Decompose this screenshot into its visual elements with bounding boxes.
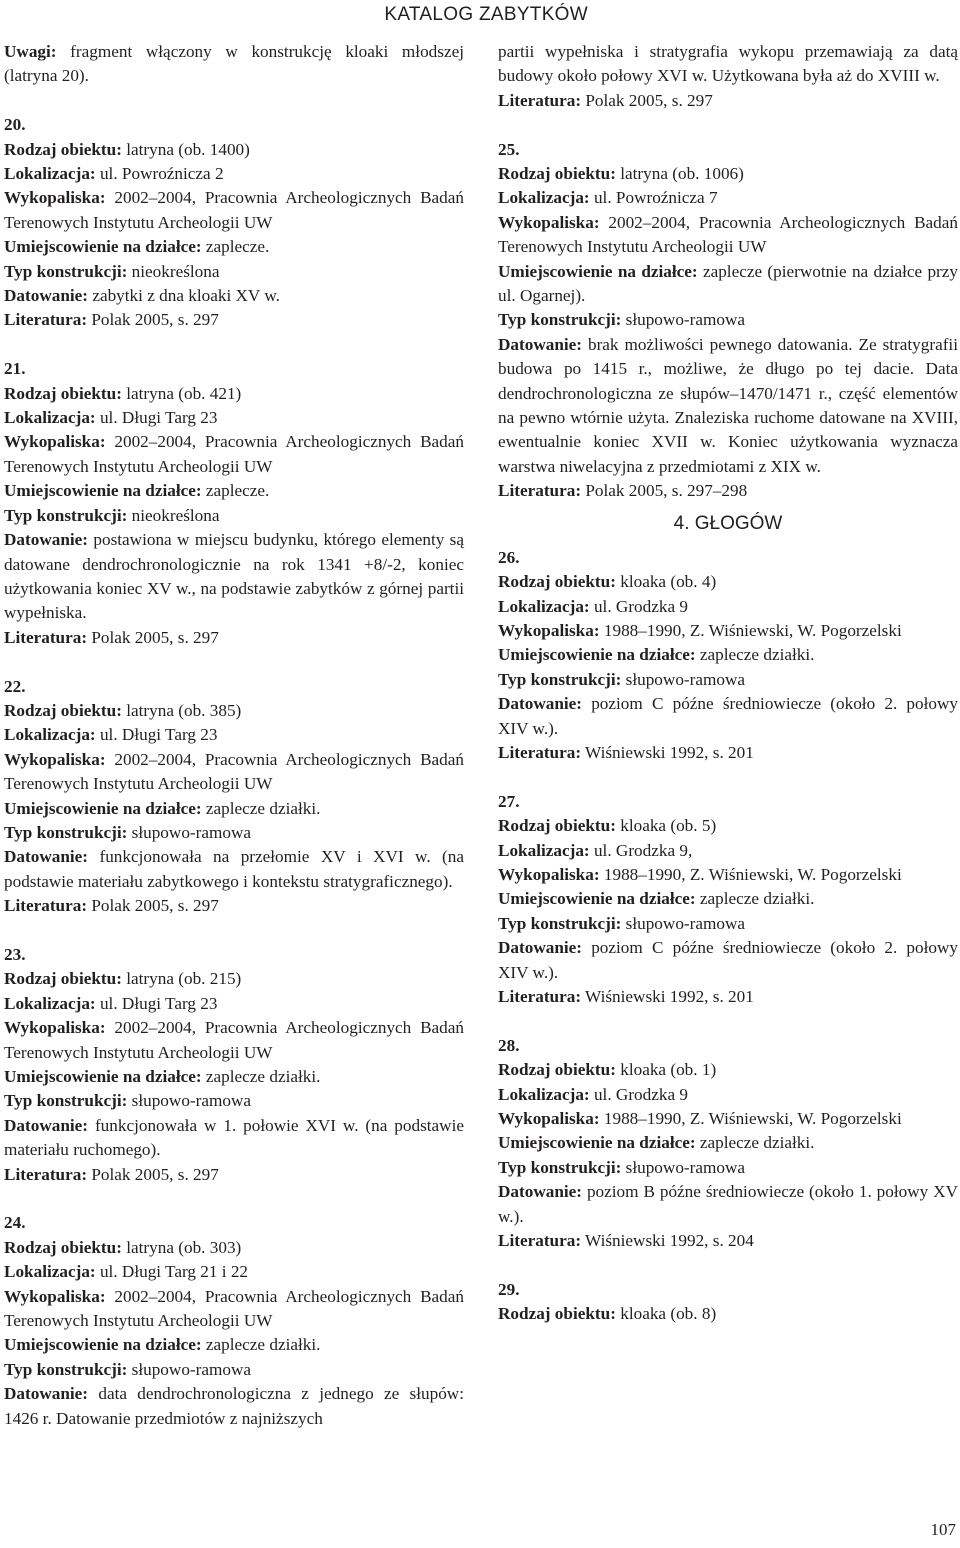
field-label: Rodzaj obiektu: bbox=[4, 1237, 122, 1257]
catalog-line bbox=[4, 1382, 464, 1431]
catalog-line bbox=[498, 479, 958, 503]
catalog-line bbox=[498, 333, 958, 479]
catalog-line bbox=[498, 1278, 958, 1302]
catalog-line bbox=[498, 790, 958, 814]
field-value: Polak 2005, s. 297–298 bbox=[581, 481, 748, 501]
field-label: Umiejscowienie na działce: bbox=[4, 1335, 202, 1355]
field-value: ul. Grodzka 9 bbox=[589, 596, 688, 616]
field-label: Umiejscowienie na działce: bbox=[4, 481, 202, 501]
entry-spacer bbox=[4, 650, 464, 674]
entry-spacer bbox=[498, 113, 958, 137]
catalog-line bbox=[4, 406, 464, 430]
field-label: Umiejscowienie na działce: bbox=[4, 1067, 202, 1086]
entry-spacer bbox=[4, 1187, 464, 1211]
field-value: poziom C późne średniowiecze (około 2. połowy XIV w.). bbox=[498, 938, 958, 982]
field-label: Lokalizacja: bbox=[498, 596, 590, 616]
field-value: 2002–2004, Pracownia Archeologicznych Badań Terenowych Instytutu Archeologii UW bbox=[4, 1018, 464, 1062]
catalog-line bbox=[498, 814, 958, 838]
catalog-line bbox=[498, 595, 958, 619]
field-label: Lokalizacja: bbox=[498, 840, 590, 860]
field-value: 2002–2004, Pracownia Archeologicznych Badań Terenowych Instytutu Archeologii UW bbox=[498, 212, 958, 257]
catalog-line bbox=[498, 936, 958, 985]
catalog-line bbox=[4, 479, 464, 503]
field-value: zabytki z dna kloaki XV w. bbox=[88, 286, 280, 306]
catalog-line bbox=[498, 162, 958, 186]
catalog-line bbox=[4, 675, 464, 699]
field-label: Literatura: bbox=[4, 627, 88, 647]
field-label: Datowanie: bbox=[498, 334, 583, 354]
catalog-line bbox=[4, 797, 464, 821]
field-value: Wiśniewski 1992, s. 204 bbox=[581, 1231, 754, 1251]
field-label: Literatura: bbox=[498, 90, 582, 110]
field-label: Typ konstrukcji: bbox=[4, 1091, 128, 1111]
field-label: Typ konstrukcji: bbox=[498, 310, 622, 330]
field-label: 24. bbox=[4, 1213, 26, 1233]
field-value: latryna (ob. 1006) bbox=[615, 164, 744, 184]
field-label: 22. bbox=[4, 676, 26, 696]
catalog-line bbox=[498, 1083, 958, 1107]
field-label: Rodzaj obiektu: bbox=[4, 383, 122, 403]
field-value: 2002–2004, Pracownia Archeologicznych Badań Terenowych Instytutu Archeologii UW bbox=[4, 1286, 464, 1331]
catalog-line bbox=[4, 1260, 464, 1284]
catalog-line bbox=[4, 1333, 464, 1357]
catalog-line bbox=[498, 211, 958, 260]
field-value: brak możliwości pewnego datowania. Ze stratygrafii budowa po 1415 r., możliwe, że długo po tej dacie. Data dendrochronologiczna ze słupów–1470/1471 r., część elementów na pewno wtórnie użyta. Znaleziska ruchome datowane na XVIII, ewentualnie koniec XVII w. Koniec użytkowania wyznacza warstwa niwelacyjna z przedmiotami z XIX w. bbox=[498, 334, 958, 476]
field-value: słupowo-ramowa bbox=[621, 1157, 745, 1177]
field-value: 1988–1990, Z. Wiśniewski, W. Pogorzelski bbox=[599, 864, 902, 884]
catalog-line bbox=[498, 1058, 958, 1082]
catalog-line bbox=[498, 546, 958, 570]
field-label: Wykopaliska: bbox=[498, 864, 600, 884]
field-value: latryna (ob. 385) bbox=[121, 700, 242, 720]
field-value: Wiśniewski 1992, s. 201 bbox=[581, 987, 754, 1006]
catalog-line bbox=[498, 985, 958, 1009]
field-label: Typ konstrukcji: bbox=[4, 261, 128, 281]
field-value: postawiona w miejscu budynku, którego elementy są datowane dendrochronologicznie na rok 1341 +8/-2, koniec użytkowania koniec XV w., na podstawie zabytków z górnej partii wypełniska. bbox=[4, 530, 464, 623]
field-value: nieokreślona bbox=[127, 261, 220, 281]
catalog-line bbox=[4, 845, 464, 894]
field-label: Datowanie: bbox=[4, 286, 89, 306]
field-label: Rodzaj obiektu: bbox=[4, 139, 122, 159]
field-value: ul. Grodzka 9, bbox=[589, 840, 693, 860]
field-label: 25. bbox=[498, 139, 520, 159]
field-value: kloaka (ob. 5) bbox=[615, 816, 717, 836]
field-value: latryna (ob. 1400) bbox=[121, 139, 250, 159]
field-value: ul. Powroźnicza 7 bbox=[589, 188, 718, 208]
field-label: Literatura: bbox=[498, 481, 582, 501]
field-value: słupowo-ramowa bbox=[621, 310, 745, 330]
catalog-line bbox=[498, 1131, 958, 1155]
field-value: zaplecze działki. bbox=[201, 1335, 321, 1355]
field-value: 2002–2004, Pracownia Archeologicznych Badań Terenowych Instytutu Archeologii UW bbox=[4, 749, 464, 794]
entry-spacer bbox=[4, 89, 464, 113]
field-label: Wykopaliska: bbox=[498, 620, 600, 640]
field-label: 23. bbox=[4, 944, 26, 964]
catalog-line bbox=[498, 89, 958, 113]
field-value: zaplecze (pierwotnie na działce przy ul. Ogarnej). bbox=[498, 261, 958, 306]
catalog-line bbox=[498, 186, 958, 210]
field-value: Polak 2005, s. 297 bbox=[87, 310, 219, 330]
catalog-line bbox=[4, 1236, 464, 1260]
field-label: Typ konstrukcji: bbox=[498, 1157, 622, 1177]
field-value: kloaka (ob. 1) bbox=[615, 1060, 717, 1080]
field-label: 28. bbox=[498, 1035, 520, 1055]
catalog-line bbox=[4, 992, 464, 1016]
field-label: Datowanie: bbox=[4, 1115, 89, 1135]
field-value: Polak 2005, s. 297 bbox=[581, 90, 713, 110]
field-label: Umiejscowienie na działce: bbox=[498, 261, 698, 281]
field-label: Typ konstrukcji: bbox=[4, 1359, 128, 1379]
catalog-line bbox=[4, 1358, 464, 1382]
field-label: Wykopaliska: bbox=[4, 749, 106, 769]
catalog-line bbox=[498, 643, 958, 667]
field-value: ul. Długi Targ 23 bbox=[95, 993, 218, 1013]
field-label: Datowanie: bbox=[4, 530, 89, 550]
field-label: Lokalizacja: bbox=[4, 993, 96, 1013]
catalog-line bbox=[4, 382, 464, 406]
field-value: zaplecze działki. bbox=[201, 798, 321, 818]
entry-spacer bbox=[498, 765, 958, 789]
section-heading: 4. GŁOGÓW bbox=[673, 512, 783, 534]
catalog-line bbox=[498, 1156, 958, 1180]
catalog-line bbox=[4, 1114, 464, 1163]
field-label: Typ konstrukcji: bbox=[4, 505, 128, 525]
catalog-line bbox=[4, 1089, 464, 1113]
field-label: Wykopaliska: bbox=[498, 212, 600, 232]
field-value: Polak 2005, s. 297 bbox=[87, 896, 219, 916]
catalog-line bbox=[4, 894, 464, 918]
field-value: kloaka (ob. 8) bbox=[615, 1304, 717, 1324]
field-label: Rodzaj obiektu: bbox=[4, 700, 122, 720]
catalog-line bbox=[4, 626, 464, 650]
field-value: ul. Długi Targ 21 i 22 bbox=[95, 1262, 249, 1282]
catalog-line bbox=[4, 1163, 464, 1187]
field-label: Lokalizacja: bbox=[4, 408, 96, 428]
field-label: Rodzaj obiektu: bbox=[498, 164, 616, 184]
field-value: 1988–1990, Z. Wiśniewski, W. Pogorzelski bbox=[599, 1109, 902, 1129]
catalog-line bbox=[4, 943, 464, 967]
field-label: Lokalizacja: bbox=[498, 188, 590, 208]
field-value: fragment włączony w konstrukcję kloaki młodszej (latryna 20). bbox=[4, 42, 464, 86]
catalog-line bbox=[498, 619, 958, 643]
page-number: 107 bbox=[930, 1520, 956, 1539]
entry-spacer bbox=[4, 919, 464, 943]
field-value: funkcjonowała na przełomie XV i XVI w. (na podstawie materiału zabytkowego i kontekstu stratygraficznego). bbox=[4, 847, 464, 891]
catalog-line bbox=[498, 260, 958, 309]
field-label: Literatura: bbox=[498, 1231, 582, 1251]
field-label: Rodzaj obiektu: bbox=[498, 816, 616, 836]
field-value: zaplecze. bbox=[201, 237, 270, 257]
field-value: 2002–2004, Pracownia Archeologicznych Badań Terenowych Instytutu Archeologii UW bbox=[4, 432, 464, 476]
field-value: funkcjonowała w 1. połowie XVI w. (na podstawie materiału ruchomego). bbox=[4, 1115, 464, 1160]
field-label: Umiejscowienie na działce: bbox=[4, 237, 202, 257]
field-label: 21. bbox=[4, 359, 26, 379]
field-label: Umiejscowienie na działce: bbox=[4, 798, 202, 818]
catalog-line bbox=[498, 40, 958, 89]
field-value: ul. Powroźnicza 2 bbox=[95, 164, 224, 184]
field-value: data dendrochronologiczna z jednego ze słupów: 1426 r. Datowanie przedmiotów z najniższych bbox=[4, 1384, 464, 1428]
field-value: kloaka (ob. 4) bbox=[615, 572, 717, 592]
field-value: nieokreślona bbox=[127, 505, 220, 525]
field-label: Typ konstrukcji: bbox=[498, 669, 622, 689]
field-label: 27. bbox=[498, 791, 520, 811]
field-value: słupowo-ramowa bbox=[127, 1359, 251, 1379]
field-value: latryna (ob. 215) bbox=[121, 969, 242, 989]
field-value: Polak 2005, s. 297 bbox=[87, 1164, 219, 1184]
field-label: Datowanie: bbox=[4, 847, 89, 867]
catalog-line bbox=[4, 967, 464, 991]
entry-spacer bbox=[498, 1253, 958, 1277]
catalog-line bbox=[4, 308, 464, 332]
entry-spacer bbox=[498, 1009, 958, 1033]
catalog-line bbox=[4, 1285, 464, 1334]
field-label: Lokalizacja: bbox=[4, 164, 96, 184]
field-value: poziom B późne średniowiecze (około 1. połowy XV w.). bbox=[498, 1182, 958, 1226]
catalog-line bbox=[498, 1229, 958, 1253]
catalog-line bbox=[4, 1211, 464, 1235]
running-head: KATALOG ZABYTKÓW bbox=[384, 4, 588, 25]
catalog-line bbox=[498, 138, 958, 162]
catalog-line bbox=[4, 113, 464, 137]
field-value: 2002–2004, Pracownia Archeologicznych Badań Terenowych Instytutu Archeologii UW bbox=[4, 188, 464, 232]
field-label: Wykopaliska: bbox=[4, 1018, 106, 1038]
field-value: poziom C późne średniowiecze (około 2. połowy XIV w.). bbox=[498, 694, 958, 738]
catalog-line bbox=[4, 528, 464, 626]
field-label: Typ konstrukcji: bbox=[498, 913, 622, 933]
field-label: Wykopaliska: bbox=[498, 1109, 600, 1129]
left-column bbox=[4, 40, 464, 1431]
catalog-line bbox=[498, 1107, 958, 1131]
field-value: ul. Długi Targ 23 bbox=[95, 725, 218, 745]
field-label: Rodzaj obiektu: bbox=[4, 969, 122, 989]
catalog-line bbox=[4, 162, 464, 186]
catalog-line bbox=[498, 741, 958, 765]
catalog-line bbox=[498, 308, 958, 332]
catalog-line bbox=[498, 570, 958, 594]
catalog-line bbox=[4, 40, 464, 89]
field-value: ul. Długi Targ 23 bbox=[95, 408, 218, 428]
catalog-line bbox=[4, 1016, 464, 1065]
field-label: Rodzaj obiektu: bbox=[498, 1060, 616, 1080]
catalog-line bbox=[4, 821, 464, 845]
field-value: zaplecze. bbox=[201, 481, 270, 501]
field-label: Lokalizacja: bbox=[4, 1262, 96, 1282]
field-label: Wykopaliska: bbox=[4, 188, 106, 208]
catalog-line bbox=[498, 839, 958, 863]
catalog-line bbox=[498, 863, 958, 887]
catalog-line bbox=[498, 1302, 958, 1326]
field-label: Literatura: bbox=[498, 742, 582, 762]
field-value: słupowo-ramowa bbox=[621, 913, 745, 933]
catalog-line bbox=[498, 1180, 958, 1229]
field-label: Typ konstrukcji: bbox=[4, 822, 128, 842]
catalog-line bbox=[4, 1065, 464, 1089]
catalog-line bbox=[4, 748, 464, 797]
right-column bbox=[498, 40, 958, 1327]
field-label: Umiejscowienie na działce: bbox=[498, 889, 696, 909]
field-value: słupowo-ramowa bbox=[127, 822, 251, 842]
field-value: Wiśniewski 1992, s. 201 bbox=[581, 742, 754, 762]
field-value: 1988–1990, Z. Wiśniewski, W. Pogorzelski bbox=[599, 620, 902, 640]
field-value: partii wypełniska i stratygrafia wykopu przemawiają za datą budowy około połowy XVI w. Użytkowana była aż do XVIII w. bbox=[498, 42, 958, 86]
field-label: Lokalizacja: bbox=[498, 1084, 590, 1104]
field-label: Datowanie: bbox=[498, 694, 583, 714]
field-value: ul. Grodzka 9 bbox=[589, 1084, 688, 1104]
catalog-line bbox=[4, 699, 464, 723]
catalog-line bbox=[498, 1034, 958, 1058]
field-value: Polak 2005, s. 297 bbox=[87, 627, 219, 647]
field-label: Wykopaliska: bbox=[4, 432, 106, 452]
field-label: Literatura: bbox=[4, 1164, 88, 1184]
catalog-line bbox=[498, 912, 958, 936]
catalog-line bbox=[4, 723, 464, 747]
catalog-line bbox=[498, 692, 958, 741]
field-label: Lokalizacja: bbox=[4, 725, 96, 745]
field-value: słupowo-ramowa bbox=[127, 1091, 251, 1111]
field-label: Umiejscowienie na działce: bbox=[498, 1133, 696, 1153]
field-label: 26. bbox=[498, 547, 520, 567]
catalog-line bbox=[4, 430, 464, 479]
field-value: zaplecze działki. bbox=[201, 1067, 321, 1086]
entry-spacer bbox=[4, 333, 464, 357]
field-value: zaplecze działki. bbox=[695, 645, 815, 665]
catalog-line bbox=[4, 138, 464, 162]
field-label: Rodzaj obiektu: bbox=[498, 572, 616, 592]
field-label: Literatura: bbox=[4, 896, 88, 916]
field-value: zaplecze działki. bbox=[695, 889, 815, 909]
field-value: słupowo-ramowa bbox=[621, 669, 745, 689]
field-value: zaplecze działki. bbox=[695, 1133, 815, 1153]
catalog-line bbox=[498, 887, 958, 911]
field-label: Rodzaj obiektu: bbox=[498, 1304, 616, 1324]
field-label: 20. bbox=[4, 115, 26, 135]
field-label: Uwagi: bbox=[4, 42, 57, 61]
field-label: Wykopaliska: bbox=[4, 1286, 106, 1306]
catalog-line bbox=[4, 504, 464, 528]
field-label: Datowanie: bbox=[4, 1384, 89, 1404]
field-label: 29. bbox=[498, 1279, 520, 1299]
field-label: Literatura: bbox=[4, 310, 88, 330]
field-label: Literatura: bbox=[498, 987, 582, 1006]
catalog-line bbox=[4, 235, 464, 259]
field-label: Umiejscowienie na działce: bbox=[498, 645, 696, 665]
field-label: Datowanie: bbox=[498, 938, 583, 958]
catalog-line bbox=[4, 186, 464, 235]
field-label: Datowanie: bbox=[498, 1182, 583, 1202]
field-value: latryna (ob. 303) bbox=[121, 1237, 242, 1257]
catalog-line bbox=[498, 668, 958, 692]
catalog-line bbox=[4, 357, 464, 381]
catalog-line bbox=[4, 284, 464, 308]
field-value: latryna (ob. 421) bbox=[121, 383, 242, 403]
catalog-line bbox=[4, 260, 464, 284]
